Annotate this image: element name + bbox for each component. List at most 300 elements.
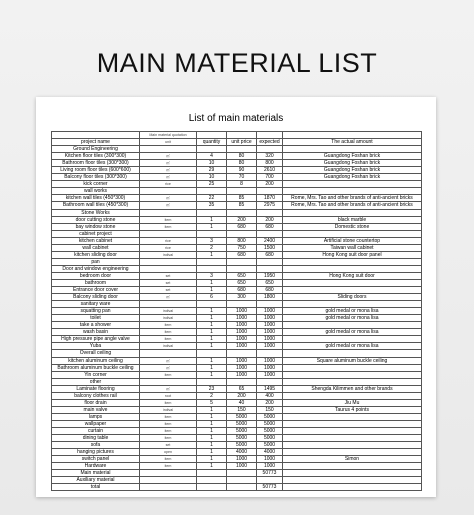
table-cell [197, 230, 227, 237]
table-cell: gold medal or mona lisa [283, 308, 422, 315]
table-cell: ㎡ [140, 153, 197, 160]
table-cell: 1000 [257, 343, 283, 350]
table-cell: 1000 [227, 357, 257, 364]
table-cell: 1 [197, 406, 227, 413]
table-cell [283, 392, 422, 399]
page-title: MAIN MATERIAL LIST [96, 48, 378, 78]
table-cell: indival [140, 315, 197, 322]
table-cell: 1000 [257, 371, 283, 378]
table-cell [140, 265, 197, 272]
table-cell: 150 [227, 406, 257, 413]
table-cell [257, 350, 283, 357]
table-cell: Door and window engineering [52, 265, 140, 272]
table-cell: 1 [197, 308, 227, 315]
table-cell: 50773 [257, 484, 283, 491]
table-cell: 3 [197, 237, 227, 244]
table-row [52, 427, 422, 434]
table-cell: 1 [197, 357, 227, 364]
table-cell: Domestic stone [283, 223, 422, 230]
table-cell: 85 [227, 195, 257, 202]
table-cell: item [140, 329, 197, 336]
table-cell: unit [140, 139, 197, 146]
table-cell: 1 [197, 223, 227, 230]
table-cell: ㎡ [140, 294, 197, 301]
table-cell: kitchen sliding door [52, 251, 140, 258]
table-cell: ㎡ [140, 385, 197, 392]
table-cell [140, 378, 197, 385]
table-cell: Bathroom aluminum buckle ceiling [52, 364, 140, 371]
table-cell: 680 [227, 251, 257, 258]
table-cell [283, 470, 422, 477]
table-row [52, 272, 422, 279]
table-cell [283, 364, 422, 371]
table-cell: 1 [197, 287, 227, 294]
table-cell: 650 [227, 279, 257, 286]
table-cell [283, 146, 422, 153]
table-cell [257, 146, 283, 153]
table-row [52, 350, 422, 357]
table-cell [197, 378, 227, 385]
table-cell [140, 230, 197, 237]
table-cell [227, 209, 257, 216]
table-cell [140, 209, 197, 216]
table-cell: item [140, 371, 197, 378]
table-cell [283, 287, 422, 294]
table-cell: item [140, 413, 197, 420]
table-row [52, 484, 422, 491]
table-cell: 150 [257, 406, 283, 413]
table-cell [197, 209, 227, 216]
table-cell: 300 [227, 294, 257, 301]
table-cell [283, 322, 422, 329]
table-cell: door cutting stone [52, 216, 140, 223]
table-cell: 1000 [257, 315, 283, 322]
table-cell: kitchen wall tiles (450*300) [52, 195, 140, 202]
table-row [52, 470, 422, 477]
table-cell: 35 [197, 202, 227, 209]
table-cell: 750 [227, 244, 257, 251]
table-cell: Simon [283, 456, 422, 463]
table-cell [283, 378, 422, 385]
table-row [52, 477, 422, 484]
table-cell [257, 265, 283, 272]
table-cell: 650 [257, 279, 283, 286]
table-cell: ㎡ [140, 167, 197, 174]
table-cell: Hong Kong suit door panel [283, 251, 422, 258]
table-cell [257, 209, 283, 216]
table-cell: Shengda Kilimmen and other brands [283, 385, 422, 392]
table-cell: 680 [257, 287, 283, 294]
table-cell: sanitary ware [52, 301, 140, 308]
table-cell [257, 132, 283, 139]
table-cell: floor drain [52, 399, 140, 406]
table-cell [227, 188, 257, 195]
table-cell [227, 470, 257, 477]
table-cell: Taurus 4 points [283, 406, 422, 413]
table-row [52, 308, 422, 315]
table-cell [197, 132, 227, 139]
table-cell: gold medal or mona lisa [283, 315, 422, 322]
table-cell: 6 [197, 294, 227, 301]
table-cell [283, 181, 422, 188]
table-cell [283, 442, 422, 449]
table-cell: Guangdong Foshan brick [283, 174, 422, 181]
table-cell: 200 [257, 399, 283, 406]
table-cell [140, 470, 197, 477]
table-cell: Balcony floor tiles (300*300) [52, 174, 140, 181]
table-cell [283, 484, 422, 491]
table-cell: rice [140, 244, 197, 251]
table-cell: 5000 [227, 420, 257, 427]
table-cell: toilet [52, 315, 140, 322]
table-cell [197, 265, 227, 272]
table-cell [257, 230, 283, 237]
table-cell: Hardware [52, 463, 140, 470]
table-cell [227, 265, 257, 272]
table-row [52, 315, 422, 322]
table-cell: 85 [227, 202, 257, 209]
table-row [52, 188, 422, 195]
table-cell: Yin corner [52, 371, 140, 378]
table-row [52, 237, 422, 244]
table-cell: set [140, 442, 197, 449]
table-cell: 8 [227, 181, 257, 188]
table-cell [283, 413, 422, 420]
table-row [52, 153, 422, 160]
table-cell: 80 [227, 153, 257, 160]
table-cell: item [140, 216, 197, 223]
table-cell: 1 [197, 364, 227, 371]
table-row [52, 251, 422, 258]
table-cell: 1870 [257, 195, 283, 202]
table-cell: Living room floor tiles (600*600) [52, 167, 140, 174]
table-cell: lamps [52, 413, 140, 420]
table-row [52, 216, 422, 223]
table-cell: 1000 [227, 308, 257, 315]
table-row [52, 336, 422, 343]
table-cell [283, 188, 422, 195]
table-row [52, 371, 422, 378]
table-cell: Bathroom wall tiles (450*300) [52, 202, 140, 209]
table-cell: Balcony sliding door [52, 294, 140, 301]
table-row [52, 329, 422, 336]
table-cell [283, 371, 422, 378]
table-cell: item [140, 435, 197, 442]
table-cell: squatting pan [52, 308, 140, 315]
table-cell: 1500 [257, 244, 283, 251]
table-header-row [52, 132, 422, 139]
table-cell: 1 [197, 251, 227, 258]
table-row [52, 202, 422, 209]
table-cell [227, 258, 257, 265]
table-row [52, 265, 422, 272]
table-cell: bay window stone [52, 223, 140, 230]
table-cell: ㎡ [140, 202, 197, 209]
table-cell: 29 [197, 167, 227, 174]
table-cell: Square aluminum buckle ceiling [283, 357, 422, 364]
table-cell: 680 [227, 287, 257, 294]
table-cell: 1000 [257, 463, 283, 470]
table-cell: Hong Kong suit door [283, 272, 422, 279]
table-cell [140, 484, 197, 491]
table-cell [197, 258, 227, 265]
table-cell [140, 188, 197, 195]
table-cell: 1000 [257, 308, 283, 315]
table-cell: 80 [227, 160, 257, 167]
table-cell: Artificial stone countertop [283, 237, 422, 244]
table-cell: 680 [227, 223, 257, 230]
table-cell: 1000 [227, 456, 257, 463]
table-cell: other [52, 378, 140, 385]
table-cell: Guangdong Foshan brick [283, 160, 422, 167]
table-cell: 5000 [227, 435, 257, 442]
table-row [52, 406, 422, 413]
table-row [52, 413, 422, 420]
table-cell: wall works [52, 188, 140, 195]
table-cell: pan [52, 258, 140, 265]
table-row [52, 258, 422, 265]
table-cell: project name [52, 139, 140, 146]
table-cell [140, 301, 197, 308]
table-header-row [52, 139, 422, 146]
table-cell: 5000 [227, 413, 257, 420]
table-cell: 1 [197, 456, 227, 463]
table-cell: 1800 [257, 294, 283, 301]
table-cell [227, 301, 257, 308]
table-cell: indival [140, 308, 197, 315]
table-cell: High pressure pipe angle valve [52, 336, 140, 343]
table-cell [140, 146, 197, 153]
table-cell: cabinet project [52, 230, 140, 237]
table-cell [283, 350, 422, 357]
table-row [52, 181, 422, 188]
table-cell: 3 [197, 272, 227, 279]
table-row [52, 378, 422, 385]
table-cell [197, 484, 227, 491]
table-cell: 1 [197, 463, 227, 470]
table-cell [140, 350, 197, 357]
table-cell: 25 [197, 181, 227, 188]
table-cell: 1 [197, 336, 227, 343]
table-cell: indival [140, 406, 197, 413]
table-cell: hanging pictures [52, 449, 140, 456]
table-cell: 2 [197, 392, 227, 399]
table-cell: 5000 [257, 420, 283, 427]
table-cell: 1 [197, 216, 227, 223]
table-cell [283, 265, 422, 272]
table-cell: 1 [197, 413, 227, 420]
table-cell: Entrance door cover [52, 287, 140, 294]
table-cell: 800 [257, 160, 283, 167]
table-row [52, 420, 422, 427]
table-row [52, 209, 422, 216]
table-cell: 2975 [257, 202, 283, 209]
table-cell: Overall ceiling [52, 350, 140, 357]
table-cell [227, 484, 257, 491]
spreadsheet-preview [36, 97, 436, 497]
table-row [52, 174, 422, 181]
table-row [52, 392, 422, 399]
table-row [52, 322, 422, 329]
table-cell: 1 [197, 442, 227, 449]
table-cell: curtain [52, 427, 140, 434]
table-row [52, 146, 422, 153]
table-cell: 23 [197, 385, 227, 392]
table-cell: 1000 [227, 322, 257, 329]
table-cell [197, 350, 227, 357]
table-cell: 5000 [257, 442, 283, 449]
table-cell: main valve [52, 406, 140, 413]
table-cell: 22 [197, 195, 227, 202]
table-cell: ㎡ [140, 174, 197, 181]
materials-table [51, 131, 422, 491]
table-cell: 1000 [257, 322, 283, 329]
table-cell: dining table [52, 435, 140, 442]
table-cell: 200 [257, 216, 283, 223]
table-row [52, 449, 422, 456]
table-cell: item [140, 223, 197, 230]
table-cell [140, 258, 197, 265]
table-cell [227, 132, 257, 139]
table-cell: Guangdong Foshan brick [283, 153, 422, 160]
table-row [52, 244, 422, 251]
table-cell: 1000 [227, 371, 257, 378]
table-row [52, 195, 422, 202]
table-cell: Laminate flooring [52, 385, 140, 392]
table-cell: 200 [227, 392, 257, 399]
table-cell [257, 378, 283, 385]
table-cell: 5000 [227, 442, 257, 449]
table-cell: 5000 [257, 435, 283, 442]
table-cell: expected [257, 139, 283, 146]
table-row [52, 456, 422, 463]
table-cell: 680 [257, 223, 283, 230]
table-row [52, 287, 422, 294]
table-cell: 10 [197, 160, 227, 167]
table-cell [283, 427, 422, 434]
table-cell [227, 146, 257, 153]
table-cell: 1000 [257, 336, 283, 343]
table-cell [227, 230, 257, 237]
table-cell: wallpaper [52, 420, 140, 427]
table-cell: indival [140, 251, 197, 258]
table-cell [283, 420, 422, 427]
table-cell: 1 [197, 315, 227, 322]
table-cell: Jiu Mu [283, 399, 422, 406]
table-cell: 65 [227, 385, 257, 392]
table-row [52, 343, 422, 350]
table-cell: rice [140, 181, 197, 188]
table-row [52, 385, 422, 392]
table-cell: item [140, 463, 197, 470]
table-cell: 2 [197, 244, 227, 251]
table-cell: 4000 [227, 449, 257, 456]
table-cell: 2610 [257, 167, 283, 174]
table-cell: 50773 [257, 470, 283, 477]
table-cell: sofa [52, 442, 140, 449]
table-cell: Rome, Mrs. Tao and other brands of anti-ancient bricks [283, 202, 422, 209]
table-cell: 2400 [257, 237, 283, 244]
table-cell [197, 188, 227, 195]
table-cell: 200 [257, 181, 283, 188]
table-cell: kitchen aluminum ceiling [52, 357, 140, 364]
table-cell [197, 301, 227, 308]
table-cell: 70 [227, 174, 257, 181]
table-cell: balcony clothes rail [52, 392, 140, 399]
table-cell: 4 [197, 153, 227, 160]
table-cell: 90 [227, 167, 257, 174]
table-cell: 1 [197, 279, 227, 286]
table-cell: take a shower [52, 322, 140, 329]
table-cell: Bathroom floor tiles (300*300) [52, 160, 140, 167]
table-cell [257, 188, 283, 195]
table-cell [283, 336, 422, 343]
table-row [52, 160, 422, 167]
table-cell [197, 477, 227, 484]
table-cell: 1000 [227, 343, 257, 350]
table-cell: total [52, 484, 140, 491]
table-cell: 1950 [257, 272, 283, 279]
table-cell: open [140, 449, 197, 456]
table-cell: Rome, Mrs. Tao and other brands of anti-ancient bricks [283, 195, 422, 202]
table-cell: bedroom door [52, 272, 140, 279]
table-cell: 4000 [257, 449, 283, 456]
table-cell [283, 209, 422, 216]
table-row [52, 463, 422, 470]
table-cell: 1000 [257, 364, 283, 371]
table-cell [283, 435, 422, 442]
table-cell: black marble [283, 216, 422, 223]
table-cell: 1000 [227, 336, 257, 343]
table-cell: set [140, 279, 197, 286]
table-cell: unit price [227, 139, 257, 146]
table-cell: ㎡ [140, 357, 197, 364]
table-cell: 1000 [227, 364, 257, 371]
table-cell: 5000 [257, 427, 283, 434]
table-cell: 320 [257, 153, 283, 160]
table-cell: 1 [197, 371, 227, 378]
table-cell: 1000 [257, 357, 283, 364]
table-cell [197, 146, 227, 153]
table-cell: 10 [197, 174, 227, 181]
table-cell: indival [140, 343, 197, 350]
table-cell: 700 [257, 174, 283, 181]
table-cell [283, 230, 422, 237]
table-cell [52, 132, 140, 139]
table-cell: item [140, 336, 197, 343]
table-row [52, 230, 422, 237]
table-row [52, 167, 422, 174]
table-cell [283, 279, 422, 286]
table-row [52, 223, 422, 230]
table-cell: 1000 [227, 463, 257, 470]
table-cell: quantity [197, 139, 227, 146]
table-cell [140, 477, 197, 484]
table-cell: ㎡ [140, 160, 197, 167]
table-cell: kick corner [52, 181, 140, 188]
table-cell: 1000 [227, 329, 257, 336]
table-cell: Main material [52, 470, 140, 477]
table-cell: 1000 [257, 456, 283, 463]
table-row [52, 357, 422, 364]
table-cell: 40 [227, 399, 257, 406]
table-cell: 1 [197, 420, 227, 427]
table-row [52, 435, 422, 442]
table-cell: 1 [197, 329, 227, 336]
table-cell [227, 477, 257, 484]
table-cell: Guangdong Foshan brick [283, 167, 422, 174]
table-cell: Kitchen floor tiles (300*300) [52, 153, 140, 160]
